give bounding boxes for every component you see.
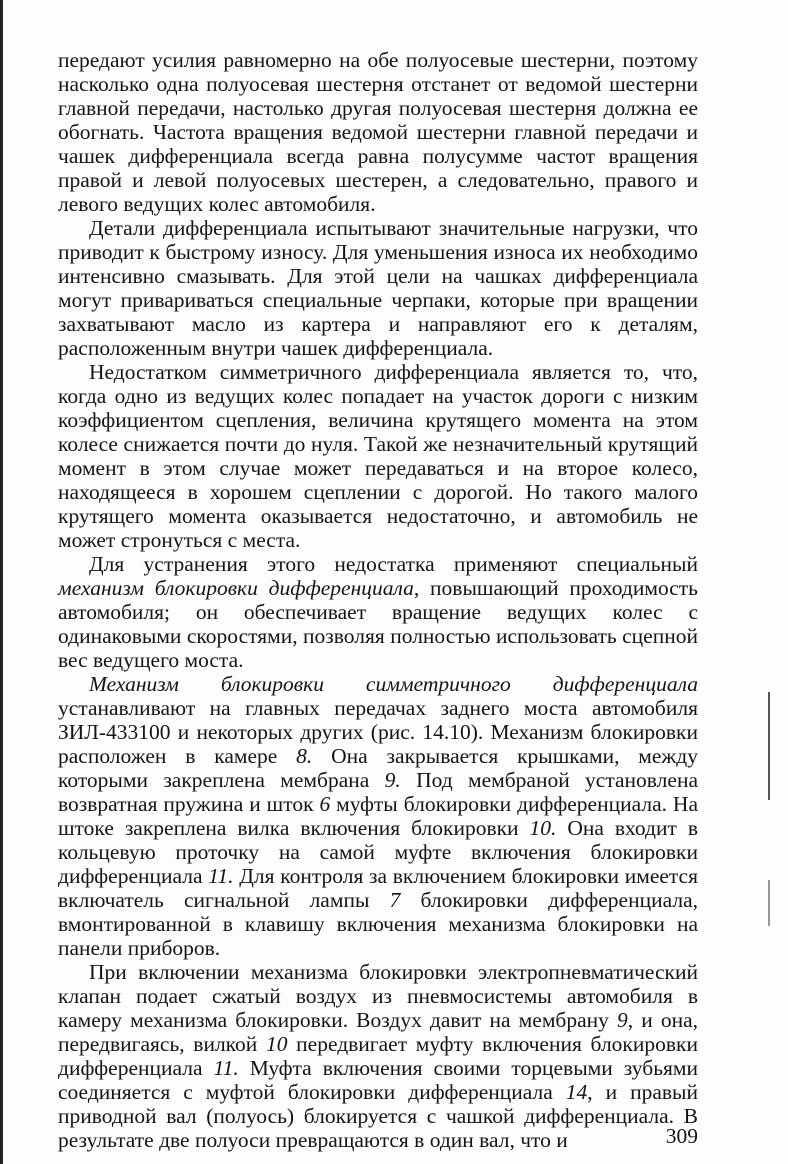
page-number: 309 <box>665 1124 698 1148</box>
text-run: Детали дифференциала испытывают значительные нагрузки, что приводит к быстрому износу. Для уменьшения износа их необходимо интенсивно смазывать. Для этой цели на чашках дифференциала могут привариваться специальные черпаки, которые при вращении захватывают масло из картера и направляют его к деталям, расположенным внутри чашек дифференциала. <box>58 216 698 360</box>
text-run: устанавливают на главных передачах заднего моста автомобиля ЗИЛ-433100 и некоторых других (рис. 14.10). Механизм блокировки расположен в камере <box>58 696 698 768</box>
text-run: Она закрывается крышками, между которыми закреплена мембрана <box>58 744 698 792</box>
text-run: муфты блокировки дифференциала. На штоке закреплена вилка включения блокировки <box>58 792 699 840</box>
italic-run: 11. <box>213 1056 239 1080</box>
text-run: Недостатком симметричного дифференциала является то, что, когда одно из ведущих колес попадает на участок дороги с низким коэффициентом сцепления, величина крутящего момента на этом колесе снижается почти до нуля. Такой же незначительный крутящий момент в этом случае может передаваться и на второе колесо, находящееся в хорошем сцеплении с дорогой. Но такого малого крутящего момента оказывается недостаточно, и автомобиль не может стронуться с места. <box>58 360 698 552</box>
text-run: Под мембраной установлена возвратная пружина и шток <box>58 768 698 816</box>
text-run: Для устранения этого недостатка применяют специальный <box>89 552 698 576</box>
text-run: Для контроля за включением блокировки имеется включатель сигнальной лампы <box>58 864 698 912</box>
text-run: Муфта включения своими торцевыми зубьями соединяется с муфтой блокировки дифференциала <box>58 1056 698 1104</box>
text-run: передают усилия равномерно на обе полуосевые шестерни, поэтому насколько одна полуосевая шестерня отстанет от ведомой шестерни главной передачи, настолько другая полуосевая шестерня должна ее обогнать. Частота вращения ведомой шестерни главной передачи и чашек дифференциала всегда равна полусумме частот вращения правой и левой полуосевых шестерен, а следовательно, правого и левого ведущих колес автомобиля. <box>58 48 698 216</box>
italic-run: 8. <box>296 744 313 768</box>
scan-artifact-mark <box>768 692 770 800</box>
italic-run: 10. <box>529 816 557 840</box>
text-run: Она входит в кольцевую проточку на самой муфте включения блокировки дифференциала <box>58 816 698 888</box>
paragraph-p4 <box>58 552 698 672</box>
italic-run: 9. <box>384 768 401 792</box>
italic-run: 9 <box>617 1008 628 1032</box>
text-run: , и правый приводной вал (полуось) блокируется с чашкой дифференциала. В результате две полуоси превращаются в один вал, что и <box>58 1080 698 1152</box>
paragraph-p3 <box>58 360 698 552</box>
paragraph-p5 <box>58 672 698 960</box>
text-run: , повышающий проходимость автомобиля; он обеспечивает вращение ведущих колес с одинаковыми скоростями, позволяя полностью использовать сцепной вес ведущего моста. <box>58 576 698 672</box>
text-run: блокировки дифференциала, вмонтированной в клавишу включения механизма блокировки на панели приборов. <box>58 888 698 960</box>
italic-run: механизм блокировки дифференциала <box>58 576 414 600</box>
text-run: При включении механизма блокировки электропневматический клапан подает сжатый воздух из пневмосистемы автомобиля в камеру механизма блокировки. Воздух давит на мембрану <box>58 960 698 1032</box>
italic-run: Механизм блокировки симметричного дифференциала <box>89 672 698 696</box>
italic-run: 14 <box>565 1080 588 1104</box>
paragraph-p6 <box>58 960 698 1152</box>
scan-artifact-mark <box>768 880 770 926</box>
paragraph-p1 <box>58 48 698 216</box>
italic-run: 7 <box>389 888 401 912</box>
italic-run: 10 <box>265 1032 288 1056</box>
paragraph-p2 <box>58 216 698 360</box>
page-binding-edge <box>0 0 3 1164</box>
text-run: , и она, передвигаясь, вилкой <box>58 1008 699 1056</box>
text-run: передвигает муфту включения блокировки дифференциала <box>58 1032 698 1080</box>
body-text <box>58 48 698 1152</box>
italic-run: 6 <box>319 792 331 816</box>
italic-run: 11. <box>208 864 234 888</box>
